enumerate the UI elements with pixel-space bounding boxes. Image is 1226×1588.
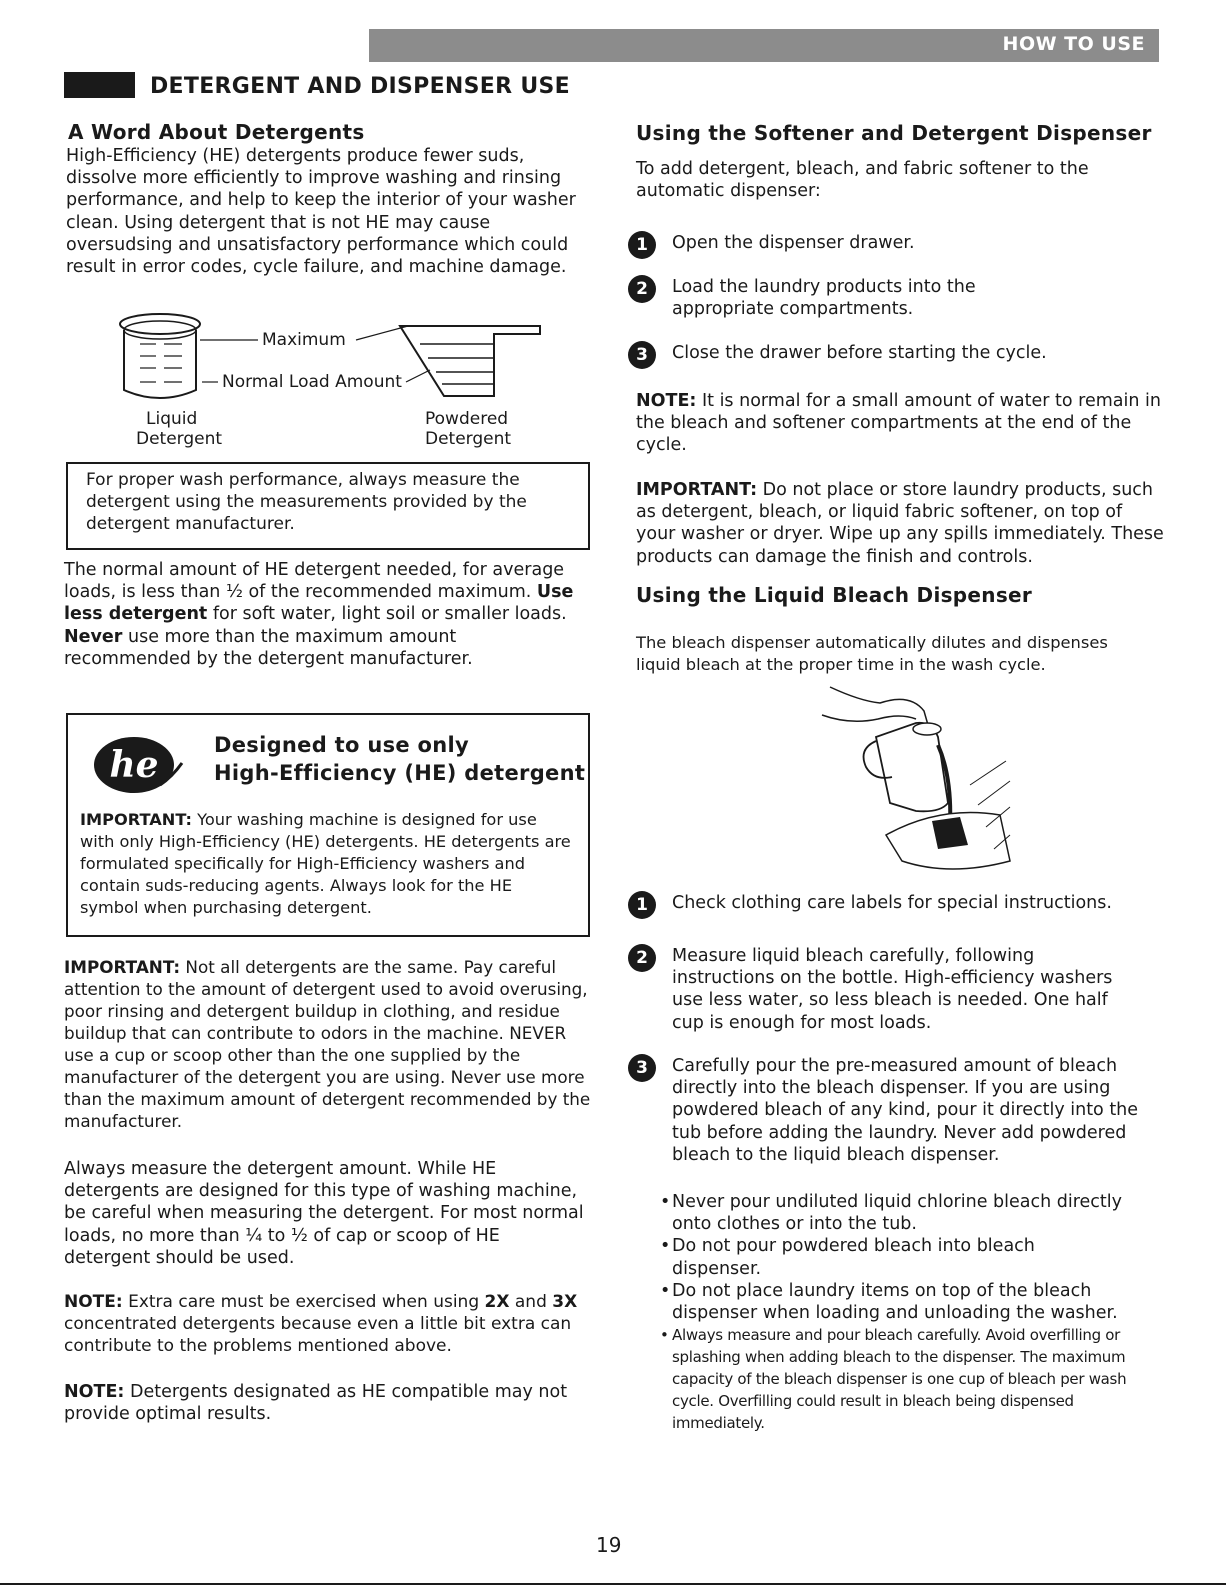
measure-notice-box bbox=[66, 462, 590, 550]
softener-step-text: Open the dispenser drawer. bbox=[672, 233, 915, 253]
3x-emphasis: 3X bbox=[552, 1292, 578, 1312]
bleach-bullet: • Do not pour powdered bleach into bleach dispenser. bbox=[672, 1235, 1092, 1279]
pouring-bleach-illustration bbox=[820, 685, 1020, 877]
note-compartments-paragraph bbox=[636, 390, 1161, 457]
step-number-badge: 2 bbox=[628, 944, 656, 972]
bleach-step-text: Carefully pour the pre-measured amount of bleach directly into the bleach dispenser. If you are using powdered bleach of any kind, pour it directly into the tub before adding the laundry. Never add powdered bleach to the liquid bleach dispenser. bbox=[672, 1056, 1139, 1165]
he-detergent-box bbox=[66, 713, 590, 937]
page-bottom-rule bbox=[0, 1583, 1226, 1585]
bleach-intro: The bleach dispenser automatically dilutes and dispenses liquid bleach at the proper time in the wash cycle. bbox=[636, 633, 1108, 674]
important-storage-paragraph bbox=[636, 479, 1166, 568]
measure-notice-text: For proper wash performance, always measure the detergent using the measurements provided by the detergent manufacturer. bbox=[86, 470, 527, 535]
he-box-important bbox=[80, 809, 575, 919]
always-measure-paragraph: Always measure the detergent amount. While HE detergents are designed for this type of washing machine, be careful when measuring the detergent. For most normal loads, no more than ¼ to ½ of cap or scoop of HE detergent should be used. bbox=[64, 1159, 584, 1268]
step-number-badge: 3 bbox=[628, 1054, 656, 1082]
step-number-badge: 3 bbox=[628, 341, 656, 369]
note-text-2: and bbox=[509, 1292, 553, 1312]
softener-step-text: Close the drawer before starting the cycle. bbox=[672, 343, 1047, 363]
important-label: IMPORTANT: bbox=[636, 480, 758, 500]
liquid-label-line2: Detergent bbox=[136, 429, 223, 449]
bleach-dispenser-heading: Using the Liquid Bleach Dispenser bbox=[636, 583, 1033, 607]
powdered-label-line1: Powdered bbox=[425, 409, 509, 429]
normal-amount-paragraph bbox=[64, 559, 584, 670]
he-logo-icon bbox=[90, 733, 186, 795]
he-box-title-line1: Designed to use only bbox=[214, 733, 469, 757]
liquid-label-line1: Liquid bbox=[146, 409, 198, 429]
note-label: NOTE: bbox=[636, 391, 697, 411]
normal-load-label: Normal Load Amount bbox=[222, 372, 402, 392]
liquid-detergent-label bbox=[136, 409, 222, 449]
powdered-detergent-label bbox=[425, 409, 511, 449]
note-text-3: concentrated detergents because even a little bit extra can contribute to the problems mentioned above. bbox=[64, 1314, 572, 1356]
step-number-badge: 1 bbox=[628, 891, 656, 919]
powdered-label-line2: Detergent bbox=[425, 429, 512, 449]
bleach-bullet: • Never pour undiluted liquid chlorine bleach directly onto clothes or into the tub. bbox=[672, 1191, 1162, 1235]
softener-step-text: Load the laundry products into the appropriate compartments. bbox=[672, 277, 976, 320]
word-about-detergents-body: High-Efficiency (HE) detergents produce fewer suds, dissolve more efficiently to improve washing and rinsing performance, and help to keep the interior of your washer clean. Using detergent that is not HE may cause oversudsing and unsatisfactory performance which could result in error codes, cycle failure, and machine damage. bbox=[66, 146, 576, 278]
section-title: DETERGENT AND DISPENSER USE bbox=[150, 74, 570, 99]
note-text: It is normal for a small amount of water to remain in the bleach and softener compartments at the end of the cycle. bbox=[636, 391, 1161, 456]
important-label: IMPORTANT: bbox=[64, 957, 181, 977]
note-text: Detergents designated as HE compatible may not provide optimal results. bbox=[64, 1382, 568, 1425]
bleach-bullet: • Do not place laundry items on top of the bleach dispenser when loading and unloading the washer. bbox=[672, 1280, 1152, 1324]
never-emphasis: Never bbox=[64, 626, 123, 647]
normal-amount-text-1: The normal amount of HE detergent needed, for average loads, is less than ½ of the recommended maximum. bbox=[64, 560, 565, 603]
note-text-1: Extra care must be exercised when using bbox=[122, 1292, 485, 1312]
section-marker bbox=[64, 72, 135, 98]
note-label: NOTE: bbox=[64, 1292, 123, 1312]
important-detergents-paragraph bbox=[64, 956, 594, 1132]
word-about-detergents-heading: A Word About Detergents bbox=[68, 120, 365, 144]
important-text: Not all detergents are the same. Pay careful attention to the amount of detergent used to avoid overusing, poor rinsing and detergent buildup in clothing, and residue buildup that can contribute to odors in the machine. NEVER use a cup or scoop other than the one supplied by the manufacturer of the detergent you are using. Never use more than the maximum amount of detergent recommended by the manufacturer. bbox=[64, 957, 591, 1131]
bleach-step-text: Check clothing care labels for special instructions. bbox=[672, 893, 1112, 913]
bleach-bullet-list bbox=[672, 1191, 1162, 1434]
bleach-step-text: Measure liquid bleach carefully, following instructions on the bottle. High-efficiency washers use less water, so less bleach is needed. One half cup is enough for most loads. bbox=[672, 946, 1113, 1033]
softener-intro: To add detergent, bleach, and fabric softener to the automatic dispenser: bbox=[636, 159, 1089, 202]
important-text: Do not place or store laundry products, such as detergent, bleach, or liquid fabric softener, on top of your washer or dryer. Wipe up any spills immediately. These products can damage the finish and controls. bbox=[636, 480, 1164, 567]
step-number-badge: 1 bbox=[628, 231, 656, 259]
2x-emphasis: 2X bbox=[484, 1292, 510, 1312]
page-number: 19 bbox=[596, 1533, 622, 1557]
section-tab-bar bbox=[369, 29, 1159, 62]
normal-amount-text-3: use more than the maximum amount recommended by the detergent manufacturer. bbox=[64, 626, 473, 669]
he-logo-text: he bbox=[109, 744, 159, 786]
note-he-compatible-paragraph bbox=[64, 1381, 584, 1425]
detergent-measure-figure bbox=[110, 308, 560, 458]
bleach-bullet-overfill: • Always measure and pour bleach carefully. Avoid overfilling or splashing when adding bleach to the dispenser. The maximum capacity of the bleach dispenser is one cup of bleach per wash cycle. Overfilling could result in bleach being dispensed immediately. bbox=[672, 1324, 1162, 1434]
note-label: NOTE: bbox=[64, 1382, 125, 1402]
use-less-detergent-emphasis: Use less detergent bbox=[64, 582, 574, 625]
normal-amount-text-2: for soft water, light soil or smaller loads. bbox=[207, 604, 567, 625]
step-number-badge: 2 bbox=[628, 275, 656, 303]
note-concentrated-paragraph bbox=[64, 1291, 594, 1357]
section-tab-label: HOW TO USE bbox=[1002, 33, 1145, 55]
softener-dispenser-heading: Using the Softener and Detergent Dispenser bbox=[636, 121, 1152, 145]
he-box-important-text: Your washing machine is designed for use with only High-Efficiency (HE) detergents. HE detergents are formulated specifically for High-Efficiency washers and contain suds-reducing agents. Always look for the HE symbol when purchasing detergent. bbox=[80, 810, 571, 917]
he-box-title-line2: High-Efficiency (HE) detergent bbox=[214, 761, 586, 785]
he-box-important-label: IMPORTANT: bbox=[80, 810, 192, 829]
maximum-label: Maximum bbox=[262, 330, 346, 350]
